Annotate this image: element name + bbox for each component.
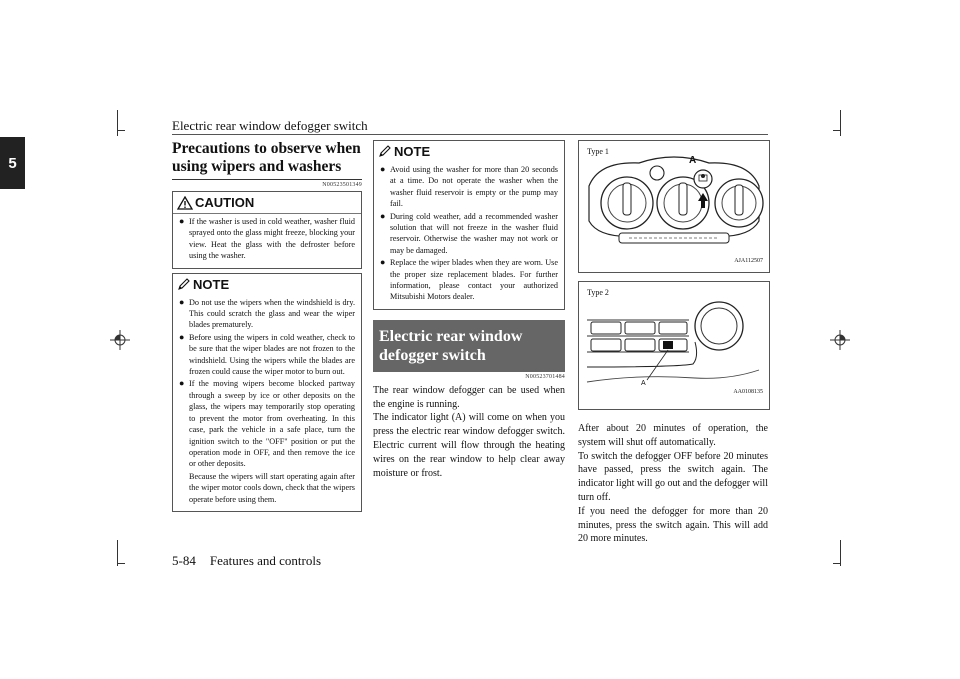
crop-mark — [117, 563, 125, 564]
warning-triangle-icon — [177, 196, 193, 210]
footer-section: Features and controls — [209, 553, 322, 568]
page-footer — [172, 553, 321, 569]
note-body — [374, 162, 564, 309]
note-pencil-icon — [177, 278, 191, 291]
list-item: ● Replace the wiper blades when they are worn. Use the proper size replacement blades. For further information, please contact your authorized Mitsubishi Motors dealer. — [380, 257, 558, 302]
crop-mark — [833, 130, 841, 131]
list-item: ● Before using the wipers in cold weather, check to be sure that the wiper blades are not frozen to the windshield. Using the wipers while the blades are frozen could cause the wiper motor to burn out. — [179, 331, 355, 377]
list-item: ● If the moving wipers become blocked partway through a sweep by ice or other deposits on the glass, the wipers may temporarily stop operating to prevent the motor from overheating. In this case, park the vehicle in a safe place, turn the ignition switch to the "OFF" position or put the operation mode in OFF, and then remove the ice or other deposits. — [179, 378, 355, 469]
figure-type-1 — [578, 140, 770, 273]
section-code: N00523701484 — [525, 373, 565, 380]
note-pencil-icon — [378, 145, 392, 158]
body-paragraph: After about 20 minutes of operation, the system will shut off automatically. — [578, 423, 768, 448]
body-paragraph: The rear window defogger can be used when the engine is running. — [373, 384, 565, 410]
list-item: ● Avoid using the washer for more than 20 seconds at a time. Do not operate the washer when the washer fluid reservoir is empty or the pump may fail. — [380, 164, 558, 209]
section-code: N00523501349 — [322, 182, 362, 188]
registration-mark-left — [110, 330, 130, 350]
climate-panel-illustration — [579, 141, 769, 272]
body-paragraph: If you need the defogger for more than 20 minutes, press the switch again. This will add 20 more minutes. — [578, 505, 768, 545]
crop-mark — [117, 110, 118, 136]
note-header — [374, 141, 564, 162]
section-title-precautions: Precautions to observe when using wipers and washers — [172, 140, 362, 180]
note-box-left — [172, 273, 362, 512]
middle-column — [373, 140, 565, 480]
note-body — [173, 295, 361, 511]
figure-code: AJA112507 — [734, 258, 763, 264]
list-item: ● Do not use the wipers when the windshield is dry. This could scratch the glass and wear the wiper blades prematurely. — [179, 296, 355, 330]
caution-label: CAUTION — [195, 195, 255, 210]
right-column-text — [578, 422, 768, 546]
section-title-defogger: Electric rear window defogger switch — [373, 320, 565, 372]
header-rule — [172, 134, 768, 135]
body-paragraph: The indicator light (A) will come on when you press the electric rear window defogger switch. Electric current will flow through the heating wires on the rear window to help clear away moisture or frost. — [373, 412, 565, 479]
figure-type-2 — [578, 281, 770, 410]
list-item-continued: Because the wipers will start operating again after the wiper motor cools down, check that the wipers operate before using them. — [189, 471, 355, 504]
note-label: NOTE — [394, 144, 431, 159]
note-box-middle — [373, 140, 565, 310]
page-number: 5-84 — [172, 553, 196, 568]
crop-mark — [840, 110, 841, 136]
callout-a: A — [641, 380, 646, 387]
crop-mark — [117, 130, 125, 131]
caution-box — [172, 191, 362, 269]
body-paragraph: To switch the defogger OFF before 20 minutes have passed, press the switch again. The indicator light will go out and the defogger will turn off. — [578, 450, 768, 503]
crop-mark — [833, 563, 841, 564]
registration-mark-right — [830, 330, 850, 350]
caution-body — [173, 214, 361, 268]
note-header — [173, 274, 361, 295]
note-label: NOTE — [193, 276, 230, 292]
figure-type-label: Type 1 — [587, 147, 609, 156]
page-header-title: Electric rear window defogger switch — [172, 118, 368, 133]
caution-header — [173, 192, 361, 214]
chapter-tab: 5 — [0, 137, 25, 189]
figure-type-label: Type 2 — [587, 288, 609, 297]
callout-a: A — [689, 155, 697, 166]
figure-code: AA0108135 — [733, 389, 763, 395]
left-column — [172, 140, 362, 512]
list-item: ● During cold weather, add a recommended washer solution that will not freeze in the washer fluid reservoir. Otherwise the washer may not work or may be damaged. — [380, 210, 558, 255]
list-item: ● If the washer is used in cold weather, washer fluid sprayed onto the glass might freeze, blocking your view. Heat the glass with the defroster before using the washer. — [179, 216, 355, 261]
